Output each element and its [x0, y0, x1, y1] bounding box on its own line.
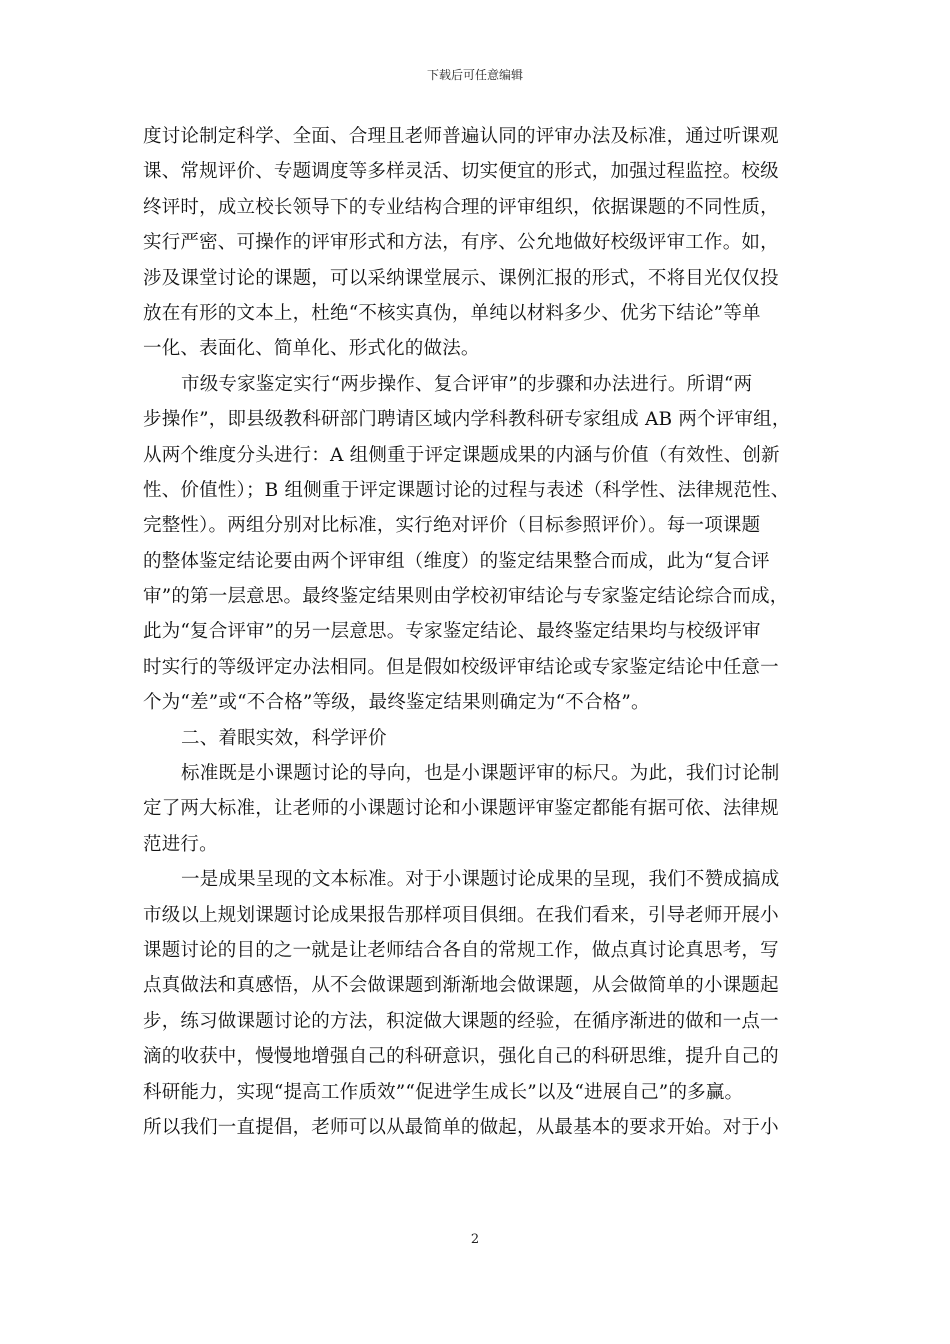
text-line: 课题讨论的目的之一就是让老师结合各自的常规工作，做点真讨论真思考，写: [143, 939, 779, 961]
text-line: 一化、表面化、简单化、形式化的做法。: [143, 338, 480, 360]
text-line: 市级专家鉴定实行“两步操作、复合评审”的步骤和办法进行。所谓“两: [181, 373, 753, 395]
text-line: 标准既是小课题讨论的导向，也是小课题评审的标尺。为此，我们讨论制: [181, 763, 780, 785]
text-line: 从两个维度分头进行：A 组侧重于评定课题成果的内涵与价值（有效性、创新: [143, 444, 780, 466]
text-line: 步操作”，即县级教科研部门聘请区域内学科教科研专家组成 AB 两个评审组，: [143, 409, 791, 431]
text-line: 科研能力，实现“提高工作质效”“促进学生成长”以及“进展自己”的多赢。: [143, 1081, 744, 1103]
text-line: 此为“复合评审”的另一层意思。专家鉴定结论、最终鉴定结果均与校级评审: [143, 621, 761, 643]
text-line: 课、常规评价、专题调度等多样灵活、切实便宜的形式，加强过程监控。校级: [143, 161, 779, 183]
text-line: 一是成果呈现的文本标准。对于小课题讨论成果的呈现，我们不赞成搞成: [181, 869, 780, 891]
text-line: 的整体鉴定结论要由两个评审组（维度）的鉴定结果整合而成，此为“复合评: [143, 550, 770, 572]
text-line: 完整性）。两组分别对比标准，实行绝对评价（目标参照评价）。每一项课题: [143, 515, 761, 537]
text-line: 市级以上规划课题讨论成果报告那样项目俱细。在我们看来，引导老师开展小: [143, 904, 779, 926]
text-line: 步，练习做课题讨论的方法，积淀做大课题的经验，在循序渐进的做和一点一: [143, 1010, 779, 1032]
text-line: 放在有形的文本上，杜绝“不核实真伪，单纯以材料多少、优劣下结论”等单: [143, 302, 761, 324]
document-body: [143, 119, 813, 1145]
text-line: 个为“差”或“不合格”等级，最终鉴定结果则确定为“不合格”。: [143, 692, 650, 714]
text-line: 实行严密、可操作的评审形式和方法，有序、公允地做好校级评审工作。如，: [143, 232, 779, 254]
text-line: 定了两大标准，让老师的小课题讨论和小课题评审鉴定都能有据可依、法律规: [143, 798, 779, 820]
text-line: 二、着眼实效，科学评价: [181, 727, 387, 749]
text-line: 时实行的等级评定办法相同。但是假如校级评审结论或专家鉴定结论中任意一: [143, 656, 779, 678]
page-header: 下载后可任意编辑: [426, 68, 523, 82]
text-line: 范进行。: [143, 833, 218, 855]
text-line: 度讨论制定科学、全面、合理且老师普遍认同的评审办法及标准，通过听课观: [143, 126, 779, 147]
text-line: 涉及课堂讨论的课题，可以采纳课堂展示、课例汇报的形式，不将目光仅仅投: [143, 267, 779, 289]
text-line: 审”的第一层意思。最终鉴定结果则由学校初审结论与专家鉴定结论综合而成，: [143, 586, 789, 608]
text-line: 性、价值性）；B 组侧重于评定课题讨论的过程与表述（科学性、法律规范性、: [143, 479, 790, 501]
text-line: 点真做法和真感悟，从不会做课题到渐渐地会做课题，从会做简单的小课题起: [143, 975, 779, 997]
page-number: 2: [470, 1232, 480, 1247]
text-line: 所以我们一直提倡，老师可以从最简单的做起，从最基本的要求开始。对于小: [143, 1116, 779, 1138]
text-line: 终评时，成立校长领导下的专业结构合理的评审组织，依据课题的不同性质，: [143, 196, 779, 218]
text-line: 滴的收获中，慢慢地增强自己的科研意识，强化自己的科研思维，提升自己的: [143, 1046, 779, 1068]
